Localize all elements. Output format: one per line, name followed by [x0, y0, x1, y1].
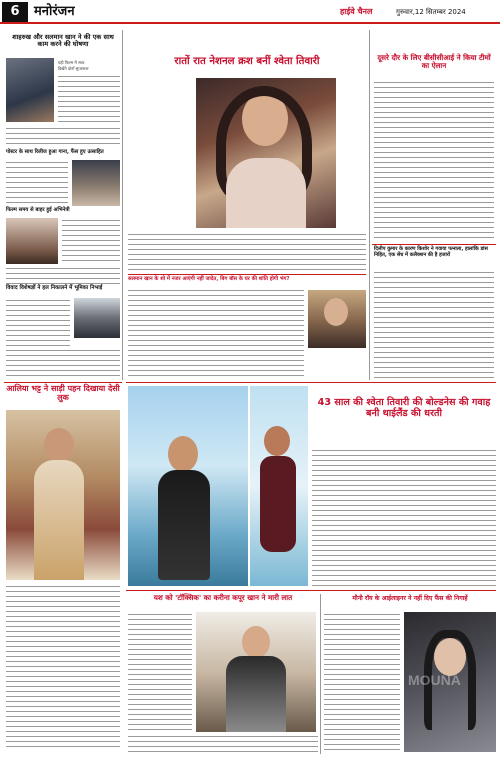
right-story2-body — [374, 270, 494, 380]
left-story4-body — [6, 298, 70, 346]
divider — [128, 274, 366, 275]
section-title: मनोरंजन — [34, 4, 75, 19]
kareena-kapoor-photo — [196, 612, 316, 732]
left-story3-body-cont — [6, 266, 120, 284]
mouni-roy-photo — [404, 612, 496, 752]
feature-body — [312, 448, 496, 586]
left-story4-body-cont — [6, 348, 120, 376]
bottom-right-body — [324, 612, 400, 752]
left-story2-title: पोस्टर के साथ रिलीज हुआ गाना, फैंस हुए उत्साहित — [6, 149, 104, 155]
left-story5-title: आलिया भट्ट ने साड़ी पहन दिखाया देसी लुक — [6, 384, 120, 402]
column-divider — [369, 30, 370, 380]
left-story1-body — [58, 74, 120, 122]
newspaper-brand: हाईवे चैनल — [340, 7, 373, 16]
main-story-body — [128, 232, 366, 272]
left-story2-photo — [72, 160, 120, 206]
left-story1-body-cont — [6, 126, 120, 148]
left-story2-body — [6, 160, 68, 206]
alia-bhatt-photo — [6, 410, 120, 580]
column-divider — [122, 30, 123, 380]
main-headline: रातों रात नेशनल क्रश बनीं श्वेता तिवारी — [174, 56, 320, 67]
bottom-right-headline: मौनी रॉय के आईलाइनर ने नहीं दिए फैंस की निगाहें — [352, 595, 468, 602]
column-divider — [320, 594, 321, 754]
left-story4-title: विवाद विशेषज्ञों ने हल निकालने में भूमिका निभाई — [6, 285, 103, 291]
left-story1-title: शाहरुख और सलमान खान ने की एक साथ काम करने की घोषणा — [12, 33, 114, 49]
bottom-left-body — [128, 612, 192, 732]
left-story4-photo — [74, 298, 120, 338]
issue-date: गुरुवार,12 सितम्बर 2024 — [396, 8, 466, 16]
page-number: 6 — [2, 2, 28, 22]
feature-photo-middle — [250, 386, 308, 586]
photo-watermark: MOUNA — [408, 672, 461, 688]
divider — [126, 590, 496, 591]
divider — [372, 244, 496, 245]
divider — [126, 382, 496, 383]
feature-headline: 43 साल की श्वेता तिवारी की बोल्डनेस की गवाह बनी थाईलैंड की धरती — [317, 397, 491, 419]
shweta-tiwari-photo — [196, 78, 336, 228]
divider — [4, 382, 122, 383]
left-story1-photo — [6, 58, 54, 122]
right-story2-title: दिलीप कुमार के कारण किशोर ने गवाया पत्नाला, हालांकि डांस निहित, एक सेंध में कलैक्शन की है हजारों — [374, 246, 488, 258]
left-story1-line2: दिखेंगे दोनों सुपरस्टार — [58, 66, 89, 71]
sub-story-body — [128, 288, 304, 378]
bottom-left-body-cont — [128, 734, 318, 752]
left-story3-body — [62, 218, 120, 264]
sub-story-photo — [308, 290, 366, 348]
left-story3-photo — [6, 218, 58, 264]
left-story5-body — [6, 584, 120, 750]
left-story3-title: फिल्म समय से बाहर हुई अभिनेत्री — [6, 207, 70, 213]
sub-headline: सलमान खान के शो में नजर आएंगी नहीं जादेत, बिग बॉस के घर की शांति होगी भंग? — [128, 276, 290, 282]
feature-photo-left — [128, 386, 248, 586]
right-story1-body — [374, 80, 494, 240]
right-story1-title: दूसरे दौर के लिए बीसीसीआई ने किया टीमों का ऐलान — [377, 53, 491, 70]
left-story1-line1: यही फिल्म में साथ — [58, 60, 85, 65]
bottom-left-headline: यश को 'टॉक्सिक' का करीना कपूर खान ने मारी लात — [153, 593, 293, 602]
